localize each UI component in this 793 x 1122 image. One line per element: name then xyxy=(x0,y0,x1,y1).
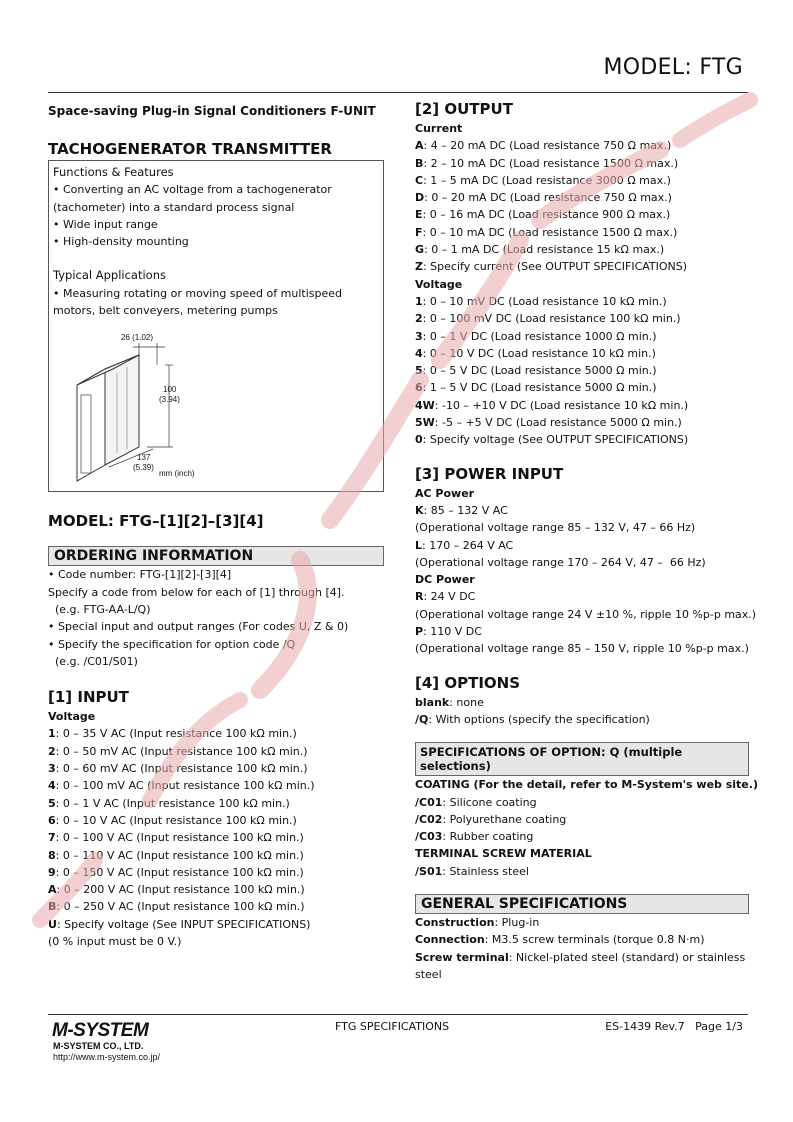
item-text: : 0 – 10 V DC (Load resistance 10 kΩ min.) xyxy=(422,346,656,360)
input-note: (0 % input must be 0 V.) xyxy=(48,935,182,949)
item-code: 1 xyxy=(48,727,56,741)
item-text: steel xyxy=(415,967,442,981)
functions-title: Functions & Features xyxy=(53,165,174,179)
item-text: : 24 V DC xyxy=(423,590,476,604)
voltage-sub: Voltage xyxy=(415,277,463,291)
model-title: MODEL: FTG xyxy=(603,55,743,80)
item-code: /C01 xyxy=(415,795,443,809)
item-code: 4 xyxy=(48,779,56,793)
item-text: : Rubber coating xyxy=(442,830,534,844)
item-code: 4 xyxy=(415,346,423,360)
voltage-output-option xyxy=(415,414,755,431)
functions-list xyxy=(53,181,379,250)
item-code: 0 xyxy=(415,433,423,447)
item-text: : 4 – 20 mA DC (Load resistance 750 Ω max.) xyxy=(423,139,672,153)
voltage-output-option xyxy=(415,397,755,414)
screw-list xyxy=(415,863,755,880)
input-list xyxy=(48,725,384,933)
screw-head: TERMINAL SCREW MATERIAL xyxy=(415,847,592,861)
ordering-item: Specify a code from below for each of [1] through [4]. xyxy=(48,585,345,599)
input-voltage-sub: Voltage xyxy=(48,710,96,724)
item-code: 9 xyxy=(48,865,56,879)
applications-title: Typical Applications xyxy=(53,268,167,283)
input-option xyxy=(48,847,384,864)
item-code: 4W xyxy=(415,398,435,412)
dc-power-sub: DC Power xyxy=(415,573,475,587)
application-item: • Measuring rotating or moving speed of multispeed xyxy=(53,286,342,300)
current-output-option xyxy=(415,189,755,206)
item-code: 2 xyxy=(48,744,56,758)
general-spec-item xyxy=(415,966,755,983)
item-code: 3 xyxy=(48,762,56,776)
item-text: : 0 – 60 mV AC (Input resistance 100 kΩ min.) xyxy=(55,762,308,776)
current-output-option xyxy=(415,172,755,189)
left-column xyxy=(48,100,384,950)
company-logo: M-SYSTEM xyxy=(52,1020,149,1041)
input-option xyxy=(48,725,384,742)
item-text: : 0 – 10 mA DC (Load resistance 1500 Ω max.) xyxy=(422,225,678,239)
item-text: : none xyxy=(449,695,484,709)
item-code: 8 xyxy=(48,848,56,862)
input-option xyxy=(48,743,384,760)
ordering-item: • Specify the specification for option code /Q xyxy=(48,637,296,651)
item-code: R xyxy=(415,590,424,604)
item-code: B xyxy=(48,900,57,914)
general-spec-item xyxy=(415,931,755,948)
ordering-header: ORDERING INFORMATION xyxy=(48,546,384,566)
input-option xyxy=(48,898,384,915)
dc-power-option xyxy=(415,623,755,640)
item-text: : 0 – 35 V AC (Input resistance 100 kΩ min.) xyxy=(55,727,297,741)
item-code: L xyxy=(415,538,423,552)
model-code: MODEL: FTG–[1][2]–[3][4] xyxy=(48,512,264,531)
voltage-list xyxy=(415,293,755,449)
current-sub: Current xyxy=(415,122,463,135)
general-spec-item xyxy=(415,914,755,931)
item-code: K xyxy=(415,503,424,517)
item-code: 5 xyxy=(48,796,56,810)
item-text: : 0 – 10 V AC (Input resistance 100 kΩ min.) xyxy=(55,813,297,827)
item-code: Z xyxy=(415,260,423,274)
item-text: : M3.5 screw terminals (torque 0.8 N·m) xyxy=(484,933,705,947)
current-output-option xyxy=(415,137,755,154)
item-code: A xyxy=(415,139,424,153)
input-option xyxy=(48,829,384,846)
input-option xyxy=(48,760,384,777)
current-output-option xyxy=(415,155,755,172)
item-code: 3 xyxy=(415,329,423,343)
dc-list xyxy=(415,588,755,657)
input-option xyxy=(48,864,384,881)
item-code: Connection xyxy=(415,933,485,947)
item-text: : Specify current (See OUTPUT SPECIFICATIONS) xyxy=(422,260,688,274)
item-text: : 0 – 250 V AC (Input resistance 100 kΩ min.) xyxy=(56,900,305,914)
general-list xyxy=(415,914,755,983)
input-option xyxy=(48,812,384,829)
item-text: : 0 – 16 mA DC (Load resistance 900 Ω max.) xyxy=(422,208,671,222)
item-text: (Operational voltage range 85 – 132 V, 47 – 66 Hz) xyxy=(415,521,696,535)
height-label-inch: (3.94) xyxy=(159,395,180,405)
function-item: (tachometer) into a standard process signal xyxy=(53,200,295,214)
right-column xyxy=(415,100,758,983)
ordering-item: • Special input and output ranges (For codes U, Z & 0) xyxy=(48,620,349,634)
footer-page-info: ES-1439 Rev.7 Page 1/3 xyxy=(605,1020,743,1033)
item-code: G xyxy=(415,243,425,257)
item-code: U xyxy=(48,917,57,931)
item-text: : -10 – +10 V DC (Load resistance 10 kΩ min.) xyxy=(434,398,689,412)
voltage-output-option xyxy=(415,310,755,327)
output-title: [2] OUTPUT xyxy=(415,100,513,118)
input-option xyxy=(48,795,384,812)
item-code: F xyxy=(415,225,423,239)
item-text: : 0 – 1 V AC (Input resistance 100 kΩ min.) xyxy=(55,796,290,810)
item-text: : -5 – +5 V DC (Load resistance 5000 Ω min.) xyxy=(434,416,682,430)
voltage-output-option xyxy=(415,362,755,379)
height-label: 100 xyxy=(163,385,177,395)
features-box xyxy=(48,160,384,492)
item-text: : Specify voltage (See OUTPUT SPECIFICATIONS) xyxy=(422,433,689,447)
function-item: • Wide input range xyxy=(53,217,158,231)
ac-power-option xyxy=(415,554,755,571)
item-text: : 1 – 5 V DC (Load resistance 5000 Ω min.) xyxy=(422,381,657,395)
coating-list xyxy=(415,794,755,846)
voltage-output-option xyxy=(415,379,755,396)
item-text: : Plug-in xyxy=(494,915,540,929)
item-text: : Polyurethane coating xyxy=(442,812,567,826)
item-code: Screw terminal xyxy=(415,950,509,964)
item-code: /C02 xyxy=(415,812,443,826)
screw-option xyxy=(415,863,755,880)
item-text: : 0 – 100 mV AC (Input resistance 100 kΩ min.) xyxy=(55,779,315,793)
coating-head: COATING (For the detail, refer to M-System's web site.) xyxy=(415,778,758,792)
company-url[interactable]: http://www.m-system.co.jp/ xyxy=(53,1052,161,1062)
item-text: : Nickel-plated steel (standard) or stainless xyxy=(508,950,746,964)
input-option xyxy=(48,881,384,898)
spec-option-header: SPECIFICATIONS OF OPTION: Q (multiple selections) xyxy=(415,742,749,776)
current-list xyxy=(415,137,755,275)
item-code: 5W xyxy=(415,416,435,430)
coating-option xyxy=(415,811,755,828)
item-text: : Specify voltage (See INPUT SPECIFICATIONS) xyxy=(56,917,311,931)
item-code: D xyxy=(415,191,425,205)
voltage-output-option xyxy=(415,431,755,448)
footer-divider xyxy=(48,1014,748,1015)
applications-list xyxy=(53,285,379,320)
item-code: 5 xyxy=(415,364,423,378)
item-code: Construction xyxy=(415,915,495,929)
item-text: : 0 – 20 mA DC (Load resistance 750 Ω max.) xyxy=(424,191,672,205)
ac-power-sub: AC Power xyxy=(415,486,475,500)
item-code: A xyxy=(48,883,57,897)
current-output-option xyxy=(415,258,755,275)
item-code: 6 xyxy=(415,381,423,395)
item-code: 7 xyxy=(48,831,56,845)
input-title: [1] INPUT xyxy=(48,688,129,707)
voltage-output-option xyxy=(415,293,755,310)
item-text: : 110 V DC xyxy=(423,625,482,639)
top-divider xyxy=(48,92,748,93)
item-text: : Stainless steel xyxy=(442,864,529,878)
application-item: motors, belt conveyers, metering pumps xyxy=(53,304,278,318)
footer-doc-title: FTG SPECIFICATIONS xyxy=(335,1020,450,1033)
dimension-diagram xyxy=(53,325,379,485)
item-code: /Q xyxy=(415,712,429,726)
item-code: /C03 xyxy=(415,830,443,844)
item-text: : 0 – 110 V AC (Input resistance 100 kΩ min.) xyxy=(55,848,304,862)
current-output-option xyxy=(415,206,755,223)
ac-list xyxy=(415,502,755,571)
current-output-option xyxy=(415,241,755,258)
depth-label-inch: (5.39) xyxy=(133,463,154,473)
ac-power-option xyxy=(415,537,755,554)
general-spec-item xyxy=(415,949,755,966)
voltage-output-option xyxy=(415,345,755,362)
unit-label: mm (inch) xyxy=(159,469,195,479)
option-item xyxy=(415,711,755,728)
width-label: 26 (1.02) xyxy=(121,333,154,343)
item-text: : 0 – 50 mV AC (Input resistance 100 kΩ min.) xyxy=(55,744,308,758)
item-code: 2 xyxy=(415,312,423,326)
options-list xyxy=(415,694,755,729)
item-code: C xyxy=(415,173,424,187)
item-text: : 0 – 1 V DC (Load resistance 1000 Ω min.) xyxy=(422,329,657,343)
company-name: M-SYSTEM CO., LTD. xyxy=(53,1041,144,1051)
item-code: B xyxy=(415,156,424,170)
function-item: • Converting an AC voltage from a tachogenerator xyxy=(53,183,332,197)
coating-option xyxy=(415,794,755,811)
item-text: : 1 – 5 mA DC (Load resistance 3000 Ω max.) xyxy=(423,173,671,187)
general-spec-header: GENERAL SPECIFICATIONS xyxy=(415,894,749,914)
item-text: : 0 – 100 mV DC (Load resistance 100 kΩ min.) xyxy=(422,312,681,326)
power-title: [3] POWER INPUT xyxy=(415,464,564,483)
ordering-item: (e.g. FTG-AA-L/Q) xyxy=(48,602,151,616)
item-text: : 0 – 5 V DC (Load resistance 5000 Ω min.) xyxy=(422,364,657,378)
item-code: 6 xyxy=(48,813,56,827)
option-item xyxy=(415,694,755,711)
item-code: P xyxy=(415,625,424,639)
item-text: : 2 – 10 mA DC (Load resistance 1500 Ω max.) xyxy=(423,156,679,170)
ac-power-option xyxy=(415,519,755,536)
module-drawing xyxy=(69,325,269,485)
function-item: • High-density mounting xyxy=(53,235,189,249)
item-text: : 0 – 150 V AC (Input resistance 100 kΩ min.) xyxy=(55,865,304,879)
ordering-list xyxy=(48,566,384,670)
item-text: : With options (specify the specification) xyxy=(428,712,650,726)
item-code: blank xyxy=(415,695,450,709)
subtitle: Space-saving Plug-in Signal Conditioners F-UNIT xyxy=(48,104,376,118)
dc-power-option xyxy=(415,640,755,657)
voltage-output-option xyxy=(415,328,755,345)
product-title: TACHOGENERATOR TRANSMITTER xyxy=(48,140,332,158)
item-text: : 170 – 264 V AC xyxy=(422,538,514,552)
item-text: : 0 – 1 mA DC (Load resistance 15 kΩ max.) xyxy=(424,243,665,257)
item-text: : 0 – 200 V AC (Input resistance 100 kΩ min.) xyxy=(56,883,305,897)
ac-power-option xyxy=(415,502,755,519)
item-code: E xyxy=(415,208,423,222)
item-text: (Operational voltage range 170 – 264 V, 47 – 66 Hz) xyxy=(415,555,706,569)
ordering-item: • Code number: FTG-[1][2]-[3][4] xyxy=(48,568,232,582)
item-text: (Operational voltage range 85 – 150 V, ripple 10 %p-p max.) xyxy=(415,642,749,656)
item-text: : Silicone coating xyxy=(442,795,537,809)
item-text: : 85 – 132 V AC xyxy=(423,503,508,517)
coating-option xyxy=(415,828,755,845)
options-title: [4] OPTIONS xyxy=(415,673,521,692)
dc-power-option xyxy=(415,606,755,623)
current-output-option xyxy=(415,224,755,241)
input-option xyxy=(48,777,384,794)
item-text: (Operational voltage range 24 V ±10 %, ripple 10 %p-p max.) xyxy=(415,607,757,621)
item-text: : 0 – 10 mV DC (Load resistance 10 kΩ min.) xyxy=(422,294,667,308)
item-code: /S01 xyxy=(415,864,443,878)
item-text: : 0 – 100 V AC (Input resistance 100 kΩ min.) xyxy=(55,831,304,845)
depth-label: 137 xyxy=(137,453,151,463)
input-option xyxy=(48,916,384,933)
dc-power-option xyxy=(415,588,755,605)
ordering-item: (e.g. /C01/S01) xyxy=(48,654,138,668)
item-code: 1 xyxy=(415,294,423,308)
